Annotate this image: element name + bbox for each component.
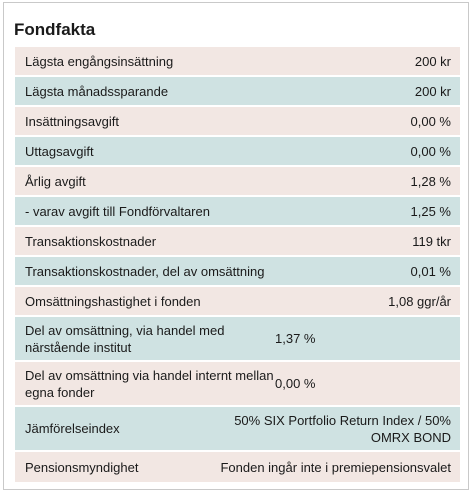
row-value: 0,00 % xyxy=(410,143,451,159)
table-row-min-lump-sum xyxy=(15,47,460,77)
table-row-withdrawal-fee xyxy=(15,137,460,167)
row-label: Lägsta engångsinsättning xyxy=(25,53,174,69)
fund-facts-table xyxy=(15,47,460,484)
row-value: 0,01 % xyxy=(410,263,451,279)
table-row-turnover-rate xyxy=(15,287,460,317)
table-row-internal-trading xyxy=(15,362,460,407)
row-label: Transaktionskostnader xyxy=(25,233,157,249)
table-row-related-party-trading xyxy=(15,317,460,362)
row-label: Insättningsavgift xyxy=(25,113,119,129)
row-label: Årlig avgift xyxy=(25,173,86,189)
table-row-transaction-costs-share xyxy=(15,257,460,287)
row-value: 1,08 ggr/år xyxy=(388,293,451,309)
row-value: 119 tkr xyxy=(412,233,451,249)
row-label: - varav avgift till Fondförvaltaren xyxy=(25,203,210,219)
row-value: 200 kr xyxy=(414,83,451,99)
row-label: Del av omsättning via handel internt mellan egna fonder xyxy=(25,367,274,400)
table-row-benchmark-index xyxy=(15,407,460,452)
row-label: Jämförelseindex xyxy=(25,421,120,436)
panel-title: Fondfakta xyxy=(14,20,96,39)
table-row-manager-fee xyxy=(15,197,460,227)
table-row-deposit-fee xyxy=(15,107,460,137)
row-value: Fonden ingår inte i premiepensionsvalet xyxy=(220,459,451,475)
row-label: Del av omsättning, via handel med närstående institut xyxy=(25,322,225,355)
row-value: 0,00 % xyxy=(410,113,451,129)
row-label: Pensionsmyndighet xyxy=(25,459,139,475)
table-row-annual-fee xyxy=(15,167,460,197)
row-value: 0,00 % xyxy=(275,376,316,391)
row-value: 200 kr xyxy=(414,53,451,69)
row-value: 50% SIX Portfolio Return Index / 50% OMRX BOND xyxy=(234,412,451,445)
row-value: 1,37 % xyxy=(275,331,316,346)
row-label: Transaktionskostnader, del av omsättning xyxy=(25,263,265,279)
row-value: 1,28 % xyxy=(410,173,451,189)
row-label: Uttagsavgift xyxy=(25,143,94,159)
row-value: 1,25 % xyxy=(410,203,451,219)
table-row-min-monthly xyxy=(15,77,460,107)
row-label: Omsättningshastighet i fonden xyxy=(25,293,201,309)
row-label: Lägsta månadssparande xyxy=(25,83,169,99)
table-row-pension-authority xyxy=(15,452,460,484)
fund-facts-panel xyxy=(3,2,469,490)
table-row-transaction-costs xyxy=(15,227,460,257)
